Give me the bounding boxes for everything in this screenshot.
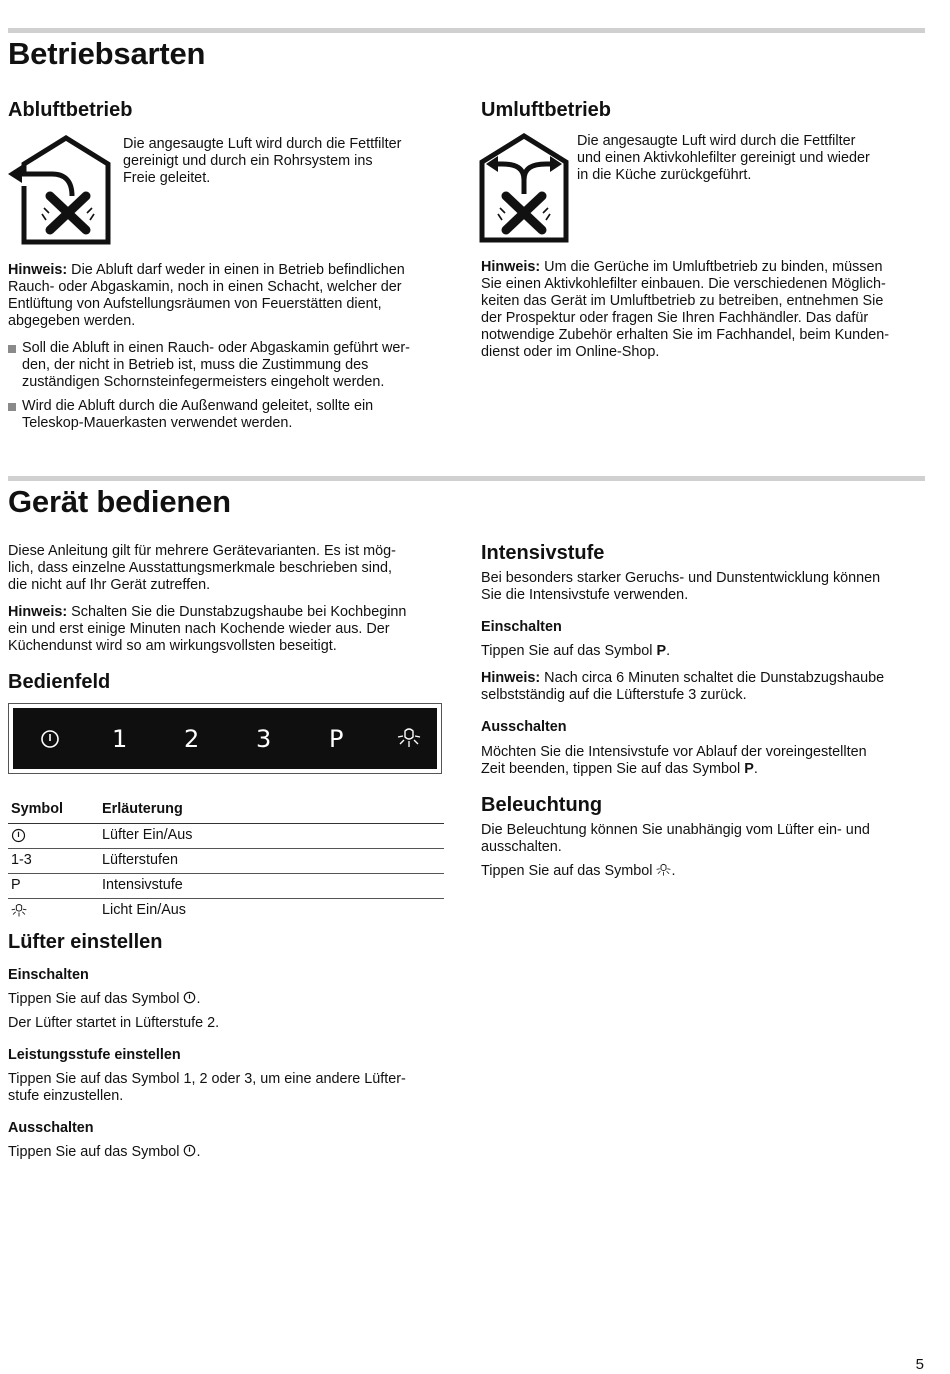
leistungsstufe-heading: Leistungsstufe einstellen bbox=[8, 1047, 181, 1063]
col-desc-header: Erläuterung bbox=[99, 797, 444, 823]
intensiv-heading: Intensivstufe bbox=[481, 542, 605, 564]
section-rule bbox=[8, 476, 925, 481]
exhaust-mode-icon bbox=[6, 134, 112, 246]
abluft-hint-line: Rauch- oder Abgaskamin, noch in einen Schacht, welcher der bbox=[8, 279, 402, 295]
bedienfeld-heading: Bedienfeld bbox=[8, 671, 111, 693]
leistungsstufe-text: stufe einzustellen. bbox=[8, 1088, 124, 1104]
umluft-hint-line: Hinweis: Um die Gerüche im Umluftbetrieb zu binden, müssen bbox=[481, 259, 883, 275]
intensiv-ein-heading: Einschalten bbox=[481, 619, 562, 635]
beleuchtung-text: Die Beleuchtung können Sie unabhängig vom Lüfter ein- und bbox=[481, 822, 870, 838]
light-icon[interactable] bbox=[397, 727, 421, 749]
abluft-intro-line: gereinigt und durch ein Rohrsystem ins bbox=[123, 153, 373, 169]
umluft-intro-line: Die angesaugte Luft wird durch die Fettfilter bbox=[577, 133, 856, 149]
luefter-aus-text: Tippen Sie auf das Symbol . bbox=[8, 1144, 201, 1160]
power-icon bbox=[183, 1144, 196, 1157]
section-rule bbox=[8, 28, 925, 33]
umluft-hint-line: keiten das Gerät im Umluftbetrieb zu betreiben, entnehmen Sie bbox=[481, 293, 884, 309]
fan-level-3-button[interactable]: 3 bbox=[256, 725, 272, 753]
table-cell-desc: Lüfterstufen bbox=[99, 848, 444, 873]
luefter-aus-heading: Ausschalten bbox=[8, 1120, 94, 1136]
luefter-ein-heading: Einschalten bbox=[8, 967, 89, 983]
intro-line: Diese Anleitung gilt für mehrere Gerätevarianten. Es ist mög- bbox=[8, 543, 396, 559]
intensiv-text: Sie die Intensivstufe verwenden. bbox=[481, 587, 689, 603]
intro-line: die nicht auf Ihr Gerät zutreffen. bbox=[8, 577, 211, 593]
hint-label: Hinweis: bbox=[8, 604, 68, 620]
umluft-intro-line: in die Küche zurückgeführt. bbox=[577, 167, 752, 183]
umluft-intro-line: und einen Aktivkohlefilter gereinigt und wieder bbox=[577, 150, 870, 166]
intensiv-aus-heading: Ausschalten bbox=[481, 719, 567, 735]
intensiv-hint-line: Hinweis: Nach circa 6 Minuten schaltet die Dunstabzugshaube bbox=[481, 670, 885, 686]
umluft-hint-line: dienst oder im Online-Shop. bbox=[481, 344, 660, 360]
list-item: Wird die Abluft durch die Außenwand geleitet, sollte ein Teleskop-Mauerkasten verwendet werden. bbox=[8, 398, 458, 434]
luefter-ein-text: Tippen Sie auf das Symbol . bbox=[8, 991, 201, 1007]
intensiv-hint-line: selbstständig auf die Lüfterstufe 3 zurück. bbox=[481, 687, 747, 703]
light-icon bbox=[11, 903, 27, 918]
hint-label: Hinweis: bbox=[8, 262, 68, 278]
power-icon bbox=[183, 991, 196, 1004]
beleuchtung-text: ausschalten. bbox=[481, 839, 562, 855]
intensive-button[interactable]: P bbox=[329, 725, 344, 753]
bullet-square-icon bbox=[8, 403, 16, 411]
intensiv-aus-text: Möchten Sie die Intensivstufe vor Ablauf der voreingestellten bbox=[481, 744, 867, 760]
beleuchtung-heading: Beleuchtung bbox=[481, 794, 603, 816]
intensiv-aus-text: Zeit beenden, tippen Sie auf das Symbol P. bbox=[481, 761, 758, 777]
umluft-hint-line: Sie einen Aktivkohlefilter einbauen. Die verschiedenen Möglich- bbox=[481, 276, 886, 292]
abluft-hint-line: abgegeben werden. bbox=[8, 313, 136, 329]
hint-line: ein und erst einige Minuten nach Kochende wieder aus. Der bbox=[8, 621, 390, 637]
table-row bbox=[8, 848, 444, 873]
hint-line: Küchendunst wird so am wirkungsvollsten beseitigt. bbox=[8, 638, 337, 654]
light-icon bbox=[656, 863, 671, 877]
table-row bbox=[8, 898, 444, 923]
hint-label: Hinweis: bbox=[481, 259, 541, 275]
symbol-table bbox=[8, 797, 444, 923]
power-icon[interactable] bbox=[40, 729, 60, 749]
umluft-hint-line: notwendige Zubehör erhalten Sie im Fachhandel, beim Kunden- bbox=[481, 327, 889, 343]
fan-level-1-button[interactable]: 1 bbox=[112, 725, 128, 753]
table-row bbox=[8, 823, 444, 848]
table-cell-symbol: P bbox=[8, 873, 99, 898]
umluft-hint-line: der Prospektur oder fragen Sie Ihren Fachhändler. Das dafür bbox=[481, 310, 869, 326]
bullet-square-icon bbox=[8, 345, 16, 353]
control-panel bbox=[8, 703, 442, 774]
col-symbol-header: Symbol bbox=[8, 797, 99, 823]
table-header-row bbox=[8, 797, 444, 823]
umluft-heading: Umluftbetrieb bbox=[481, 99, 611, 121]
intensiv-text: Bei besonders starker Geruchs- und Dunstentwicklung können bbox=[481, 570, 881, 586]
intro-line: lich, dass einzelne Ausstattungsmerkmale beschrieben sind, bbox=[8, 560, 392, 576]
luefter-ein-text2: Der Lüfter startet in Lüfterstufe 2. bbox=[8, 1015, 220, 1031]
page-number: 5 bbox=[915, 1356, 924, 1373]
abluft-intro-line: Die angesaugte Luft wird durch die Fettfilter bbox=[123, 136, 402, 152]
hint-line: Hinweis: Schalten Sie die Dunstabzugshaube bei Kochbeginn bbox=[8, 604, 407, 620]
intensiv-ein-text: Tippen Sie auf das Symbol P. bbox=[481, 643, 671, 659]
abluft-hint-line: Hinweis: Die Abluft darf weder in einen in Betrieb befindlichen bbox=[8, 262, 405, 278]
hint-label: Hinweis: bbox=[481, 670, 541, 686]
beleuchtung-tap-text: Tippen Sie auf das Symbol . bbox=[481, 863, 676, 879]
table-cell-desc: Lüfter Ein/Aus bbox=[99, 823, 444, 848]
abluft-intro-line: Freie geleitet. bbox=[123, 170, 211, 186]
table-cell-symbol: 1-3 bbox=[8, 848, 99, 873]
fan-level-2-button[interactable]: 2 bbox=[184, 725, 200, 753]
abluft-hint-line: Entlüftung von Aufstellungsräumen von Feuerstätten dient, bbox=[8, 296, 382, 312]
recirculation-mode-icon bbox=[478, 132, 570, 244]
leistungsstufe-text: Tippen Sie auf das Symbol 1, 2 oder 3, um eine andere Lüfter- bbox=[8, 1071, 406, 1087]
table-cell-desc: Intensivstufe bbox=[99, 873, 444, 898]
section-title-betriebsarten: Betriebsarten bbox=[8, 36, 206, 71]
luefter-heading: Lüfter einstellen bbox=[8, 931, 163, 953]
table-row bbox=[8, 873, 444, 898]
abluft-heading: Abluftbetrieb bbox=[8, 99, 133, 121]
list-item: Soll die Abluft in einen Rauch- oder Abgaskamin geführt wer- den, der nicht in Betrieb ist, muss die Zustimmung des zuständigen Schornsteinfegermeisters eingeholt werden. bbox=[8, 340, 458, 392]
section-title-geraet-bedienen: Gerät bedienen bbox=[8, 484, 231, 519]
power-icon bbox=[11, 828, 26, 843]
table-cell-desc: Licht Ein/Aus bbox=[102, 902, 186, 919]
